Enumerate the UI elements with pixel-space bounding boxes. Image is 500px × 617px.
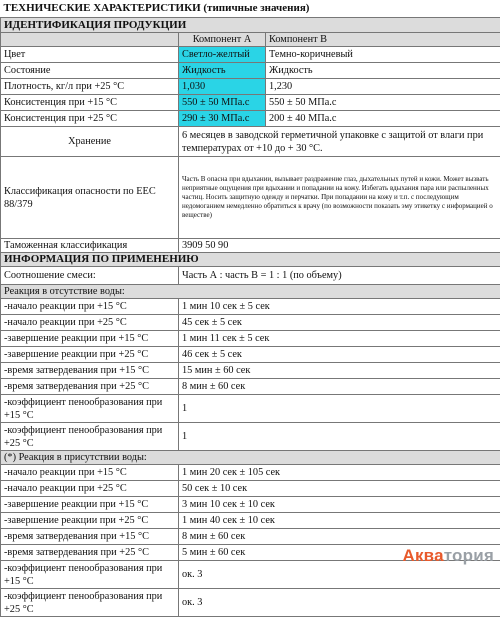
component-header-row: [1, 33, 500, 47]
reaction-label: -время затвердевания при +15 °С: [1, 363, 179, 379]
logo-text-part2: тория: [444, 546, 494, 565]
storage-text: 6 месяцев в заводской герметичной упаковке с защитой от влаги при температурах от +10 до + 30 °С.: [179, 127, 500, 157]
title-row: [1, 0, 500, 18]
customs-label: Таможенная классификация: [1, 239, 179, 253]
no-water-heading: Реакция в отсутствие воды:: [1, 285, 500, 299]
reaction-label: -коэффициент пенообразования при +25 °С: [1, 423, 179, 451]
reaction-value: 3 мин 10 сек ± 10 сек: [179, 497, 500, 513]
reaction-label: -завершение реакции при +25 °С: [1, 513, 179, 529]
component-a-value: 550 ± 50 МПа.с: [179, 95, 266, 111]
property-label: Цвет: [1, 47, 179, 63]
reaction-value: 8 мин ± 60 сек: [179, 379, 500, 395]
property-label: Консистенция при +25 °С: [1, 111, 179, 127]
reaction-value: 50 сек ± 10 сек: [179, 481, 500, 497]
component-a-value: Жидкость: [179, 63, 266, 79]
document-title: ТЕХНИЧЕСКИЕ ХАРАКТЕРИСТИКИ (типичные значения): [1, 0, 500, 18]
ratio-row: [1, 267, 500, 285]
reaction-label: -коэффициент пенообразования при +15 °С: [1, 395, 179, 423]
reaction-value: 5 мин ± 60 сек: [179, 545, 500, 561]
storage-row: [1, 127, 500, 157]
reaction-value: ок. 3: [179, 561, 500, 589]
reaction-row: [1, 513, 500, 529]
reaction-label: -коэффициент пенообразования при +25 °С: [1, 589, 179, 617]
reaction-row: [1, 347, 500, 363]
reaction-value: 1: [179, 395, 500, 423]
property-row: [1, 95, 500, 111]
reaction-row: [1, 497, 500, 513]
component-b-value: Жидкость: [266, 63, 500, 79]
section-heading-application: ИНФОРМАЦИЯ ПО ПРИМЕНЕНИЮ: [1, 253, 500, 267]
hazard-text: Часть В опасна при вдыхании, вызывает раздражение глаз, дыхательных путей и кожи. Может вызвать неприятные ощущения при вдыхании и попадании на кожу. Избегать вдыхания пара или распыленных частиц. Носить защитную одежду и перчатки. При попадании на кожу и т.п. с последующим недомоганием немедленно обратиться к врачу (по возможности показать эму этикетку с информацией о веществе): [179, 157, 500, 239]
component-b-value: 1,230: [266, 79, 500, 95]
property-row: [1, 111, 500, 127]
section-heading-identification: ИДЕНТИФИКАЦИЯ ПРОДУКЦИИ: [1, 18, 500, 33]
reaction-label: -время затвердевания при +15 °С: [1, 529, 179, 545]
storage-label: Хранение: [1, 127, 179, 157]
header-blank: [1, 33, 179, 47]
property-row: [1, 79, 500, 95]
reaction-value: 1 мин 40 сек ± 10 сек: [179, 513, 500, 529]
reaction-row: [1, 299, 500, 315]
reaction-label: -завершение реакции при +15 °С: [1, 331, 179, 347]
ratio-value: Часть А : часть В = 1 : 1 (по объему): [179, 267, 500, 285]
property-label: Плотность, кг/л при +25 °С: [1, 79, 179, 95]
reaction-value: ок. 3: [179, 589, 500, 617]
reaction-value: 8 мин ± 60 сек: [179, 529, 500, 545]
reaction-label: -время затвердевания при +25 °С: [1, 379, 179, 395]
section-identification: [1, 18, 500, 33]
reaction-row: [1, 481, 500, 497]
reaction-row: [1, 395, 500, 423]
property-label: Состояние: [1, 63, 179, 79]
component-b-value: Темно-коричневый: [266, 47, 500, 63]
reaction-label: -начало реакции при +15 °С: [1, 465, 179, 481]
component-a-value: 290 ± 30 МПа.с: [179, 111, 266, 127]
reaction-row: [1, 465, 500, 481]
reaction-value: 1 мин 10 сек ± 5 сек: [179, 299, 500, 315]
reaction-value: 1: [179, 423, 500, 451]
component-a-value: 1,030: [179, 79, 266, 95]
reaction-label: -начало реакции при +25 °С: [1, 315, 179, 331]
customs-value: 3909 50 90: [179, 239, 500, 253]
reaction-value: 1 мин 20 сек ± 105 сек: [179, 465, 500, 481]
reaction-label: -время затвердевания при +25 °С: [1, 545, 179, 561]
reaction-row: [1, 529, 500, 545]
hazard-label: Классификация опасности по ЕЕС 88/379: [1, 157, 179, 239]
water-heading: (*) Реакция в присутствии воды:: [1, 451, 500, 465]
col-header-a: Компонент А: [179, 33, 266, 47]
reaction-row: [1, 423, 500, 451]
property-row: [1, 47, 500, 63]
reaction-label: -завершение реакции при +15 °С: [1, 497, 179, 513]
hazard-row: [1, 157, 500, 239]
reaction-value: 1 мин 11 сек ± 5 сек: [179, 331, 500, 347]
reaction-row: [1, 363, 500, 379]
reaction-row: [1, 589, 500, 617]
reaction-value: 46 сек ± 5 сек: [179, 347, 500, 363]
logo-text-part1: Аква: [402, 546, 443, 565]
reaction-value: 45 сек ± 5 сек: [179, 315, 500, 331]
water-heading-row: [1, 451, 500, 465]
section-application: [1, 253, 500, 267]
akvatoriya-logo: [402, 546, 494, 566]
reaction-row: [1, 379, 500, 395]
component-b-value: 200 ± 40 МПа.с: [266, 111, 500, 127]
reaction-value: 15 мин ± 60 сек: [179, 363, 500, 379]
reaction-label: -завершение реакции при +25 °С: [1, 347, 179, 363]
reaction-row: [1, 331, 500, 347]
col-header-b: Компонент B: [266, 33, 500, 47]
customs-row: [1, 239, 500, 253]
component-a-value: Светло-желтый: [179, 47, 266, 63]
ratio-label: Соотношение смеси:: [1, 267, 179, 285]
component-b-value: 550 ± 50 МПа.с: [266, 95, 500, 111]
property-label: Консистенция при +15 °С: [1, 95, 179, 111]
property-row: [1, 63, 500, 79]
reaction-label: -коэффициент пенообразования при +15 °С: [1, 561, 179, 589]
reaction-row: [1, 315, 500, 331]
no-water-heading-row: [1, 285, 500, 299]
reaction-label: -начало реакции при +15 °С: [1, 299, 179, 315]
reaction-label: -начало реакции при +25 °С: [1, 481, 179, 497]
